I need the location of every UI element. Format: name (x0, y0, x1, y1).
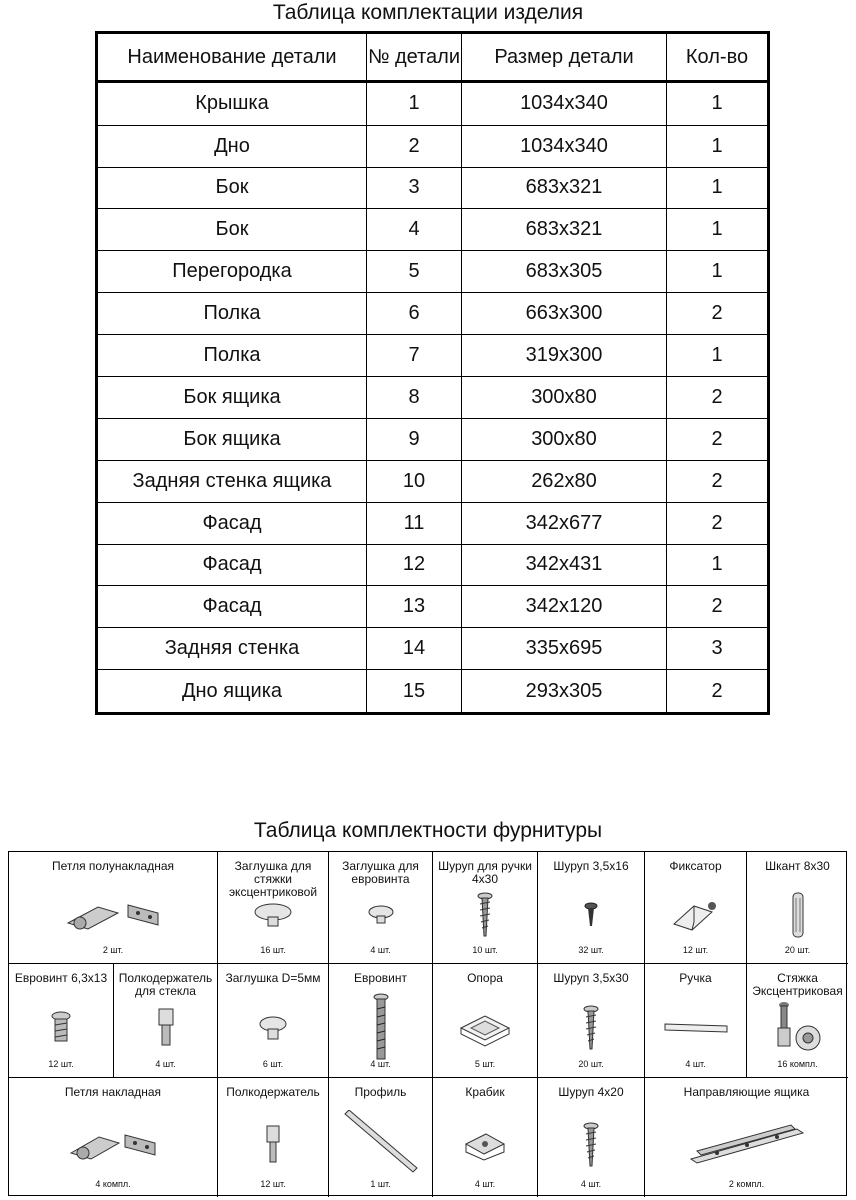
hardware-name: Евровинт (354, 971, 407, 985)
hardware-qty: 4 шт. (685, 1059, 706, 1069)
hardware-name: Петля накладная (64, 1085, 162, 1099)
cell-num: 6 (367, 293, 462, 335)
cell-name: Дно ящика (97, 670, 367, 714)
cell-qty: 3 (667, 628, 769, 670)
euroscrew-short-icon (9, 1002, 113, 1053)
cell-num: 14 (367, 628, 462, 670)
hardware-name: Полкодержатель (226, 1085, 320, 1099)
cell-qty: 1 (667, 125, 769, 167)
dowel-icon (747, 890, 848, 939)
hardware-name: Фиксатор (669, 859, 722, 873)
hardware-name: Профиль (354, 1085, 407, 1099)
hardware-name: Шуруп 3,5х16 (553, 859, 629, 873)
foot-pad-icon (433, 1002, 537, 1053)
table-row (97, 502, 769, 544)
cell-size: 1034x340 (462, 125, 667, 167)
hardware-qty: 2 компл. (728, 1179, 765, 1189)
short-screw-icon (538, 890, 644, 939)
hardware-qty: 12 шт. (682, 945, 709, 955)
hardware-name: Заглушка для евровинта (342, 859, 419, 886)
cell-num: 1 (367, 82, 462, 126)
table-row (97, 293, 769, 335)
hardware-qty: 2 шт. (102, 945, 124, 955)
hardware-qty: 4 шт. (474, 1179, 496, 1189)
hardware-cell (645, 1078, 848, 1197)
hardware-qty: 1 шт. (370, 1179, 391, 1189)
cell-num: 5 (367, 251, 462, 293)
eccentric-tie-icon (747, 1002, 848, 1053)
cell-num: 13 (367, 586, 462, 628)
cell-name: Бок (97, 209, 367, 251)
cell-num: 3 (367, 167, 462, 209)
cell-size: 1034x340 (462, 82, 667, 126)
cap-5mm-icon (218, 1002, 328, 1053)
hardware-table-title: Таблица комплектности фурнитуры (253, 819, 603, 842)
hardware-name: Крабик (465, 1085, 505, 1099)
hardware-cell (433, 964, 538, 1078)
cell-size: 293x305 (462, 670, 667, 714)
table-row (97, 167, 769, 209)
parts-table (95, 31, 770, 715)
cell-size: 342x120 (462, 586, 667, 628)
cell-num: 9 (367, 418, 462, 460)
hardware-cell (747, 852, 848, 964)
parts-table-body (97, 82, 769, 714)
cell-qty: 1 (667, 209, 769, 251)
profile-icon (329, 1116, 432, 1173)
hardware-cell (9, 964, 114, 1078)
hardware-cell (747, 964, 848, 1078)
cell-name: Фасад (97, 502, 367, 544)
hardware-name: Шуруп 4х20 (558, 1085, 624, 1099)
cell-qty: 1 (667, 335, 769, 377)
hardware-qty: 6 шт. (262, 1059, 284, 1069)
cell-name: Бок ящика (97, 418, 367, 460)
cell-qty: 2 (667, 460, 769, 502)
cell-size: 683x321 (462, 209, 667, 251)
hardware-cell (329, 852, 433, 964)
cell-size: 262x80 (462, 460, 667, 502)
table-row (97, 376, 769, 418)
hardware-qty: 16 шт. (260, 945, 286, 955)
cell-num: 10 (367, 460, 462, 502)
parts-table-title: Таблица комплектации изделия (272, 1, 584, 24)
cell-name: Бок ящика (97, 376, 367, 418)
hardware-qty: 12 шт. (260, 1179, 286, 1189)
glass-shelf-support-icon (114, 1002, 217, 1053)
header-qty: Кол-во (667, 33, 769, 82)
cell-name: Бок (97, 167, 367, 209)
header-number: № детали (367, 33, 462, 82)
cell-size: 683x321 (462, 167, 667, 209)
screw-icon (538, 1002, 644, 1053)
cell-qty: 2 (667, 418, 769, 460)
cell-num: 11 (367, 502, 462, 544)
handle-icon (645, 1002, 746, 1053)
screw-icon (538, 1116, 644, 1173)
table-row (97, 335, 769, 377)
clip-icon (433, 1116, 537, 1173)
cell-name: Полка (97, 293, 367, 335)
hardware-cell (218, 964, 329, 1078)
header-name: Наименование детали (97, 33, 367, 82)
cell-name: Дно (97, 125, 367, 167)
hardware-qty: 20 шт. (578, 1059, 604, 1069)
hardware-cell (538, 852, 645, 964)
hardware-qty: 4 шт. (370, 1059, 391, 1069)
hardware-cell (329, 1078, 433, 1197)
hardware-qty: 16 компл. (777, 1059, 818, 1069)
cell-num: 8 (367, 376, 462, 418)
table-row (97, 125, 769, 167)
hardware-name: Евровинт 6,3х13 (14, 971, 108, 985)
hardware-qty: 4 шт. (370, 945, 391, 955)
table-row (97, 544, 769, 586)
half-overlay-hinge-icon (9, 890, 217, 939)
table-row (97, 418, 769, 460)
cell-qty: 1 (667, 544, 769, 586)
overlay-hinge-icon (9, 1116, 217, 1173)
table-row (97, 670, 769, 714)
table-row (97, 82, 769, 126)
cell-size: 683x305 (462, 251, 667, 293)
cell-num: 2 (367, 125, 462, 167)
cell-qty: 2 (667, 293, 769, 335)
cell-size: 342x677 (462, 502, 667, 544)
cell-name: Крышка (97, 82, 367, 126)
cell-size: 300x80 (462, 418, 667, 460)
eccentric-cap-icon (218, 890, 328, 939)
table-row (97, 586, 769, 628)
hardware-name: Петля полунакладная (51, 859, 175, 873)
cell-size: 300x80 (462, 376, 667, 418)
table-row (97, 209, 769, 251)
cell-qty: 2 (667, 586, 769, 628)
hardware-qty: 20 шт. (784, 945, 811, 955)
hardware-name: Шуруп 3,5х30 (553, 971, 629, 985)
cell-size: 319x300 (462, 335, 667, 377)
cell-num: 4 (367, 209, 462, 251)
cell-qty: 2 (667, 670, 769, 714)
fixer-icon (645, 890, 746, 939)
cell-qty: 2 (667, 376, 769, 418)
cell-name: Фасад (97, 544, 367, 586)
hardware-name: Направляющие ящика (683, 1085, 810, 1099)
table-row (97, 460, 769, 502)
cell-qty: 1 (667, 167, 769, 209)
cell-num: 7 (367, 335, 462, 377)
hardware-name: Опора (467, 971, 503, 985)
drawer-slides-icon (645, 1116, 848, 1173)
hardware-cell (645, 964, 747, 1078)
hardware-cell (433, 1078, 538, 1197)
hardware-cell (329, 964, 433, 1078)
hardware-name: Шуруп для ручки 4х30 (438, 859, 532, 886)
cell-qty: 1 (667, 82, 769, 126)
hardware-qty: 4 шт. (155, 1059, 176, 1069)
hardware-cell (433, 852, 538, 964)
euroscrew-icon (329, 1002, 432, 1053)
cell-size: 663x300 (462, 293, 667, 335)
hardware-name: Заглушка для стяжки эксцентриковой (228, 859, 318, 899)
hardware-name: Стяжка Эксцентриковая (752, 971, 843, 998)
hardware-cell (9, 852, 218, 964)
hardware-name: Ручка (679, 971, 712, 985)
cell-name: Перегородка (97, 251, 367, 293)
table-row (97, 628, 769, 670)
hardware-cell (218, 852, 329, 964)
hardware-cell (218, 1078, 329, 1197)
hardware-cell (538, 964, 645, 1078)
screw-icon (433, 890, 537, 939)
cell-name: Задняя стенка (97, 628, 367, 670)
cell-num: 15 (367, 670, 462, 714)
hardware-qty: 4 шт. (580, 1179, 602, 1189)
hardware-name: Шкант 8х30 (765, 859, 830, 873)
hardware-cell (538, 1078, 645, 1197)
hardware-cell (114, 964, 218, 1078)
hardware-cell (9, 1078, 218, 1197)
hardware-qty: 10 шт. (472, 945, 498, 955)
header-size: Размер детали (462, 33, 667, 82)
cell-size: 342x431 (462, 544, 667, 586)
cell-qty: 2 (667, 502, 769, 544)
parts-table-header (97, 33, 769, 82)
cell-name: Задняя стенка ящика (97, 460, 367, 502)
hardware-cell (645, 852, 747, 964)
hardware-qty: 12 шт. (48, 1059, 74, 1069)
hardware-qty: 4 компл. (95, 1179, 131, 1189)
hardware-qty: 32 шт. (578, 945, 604, 955)
cell-size: 335x695 (462, 628, 667, 670)
table-row (97, 251, 769, 293)
cell-num: 12 (367, 544, 462, 586)
hardware-table (8, 851, 847, 1196)
euroscrew-cap-icon (329, 890, 432, 939)
cell-qty: 1 (667, 251, 769, 293)
hardware-name: Полкодержатель для стекла (118, 971, 213, 998)
hardware-name: Заглушка D=5мм (225, 971, 321, 985)
hardware-qty: 5 шт. (474, 1059, 496, 1069)
cell-name: Полка (97, 335, 367, 377)
shelf-support-icon (218, 1116, 328, 1173)
cell-name: Фасад (97, 586, 367, 628)
